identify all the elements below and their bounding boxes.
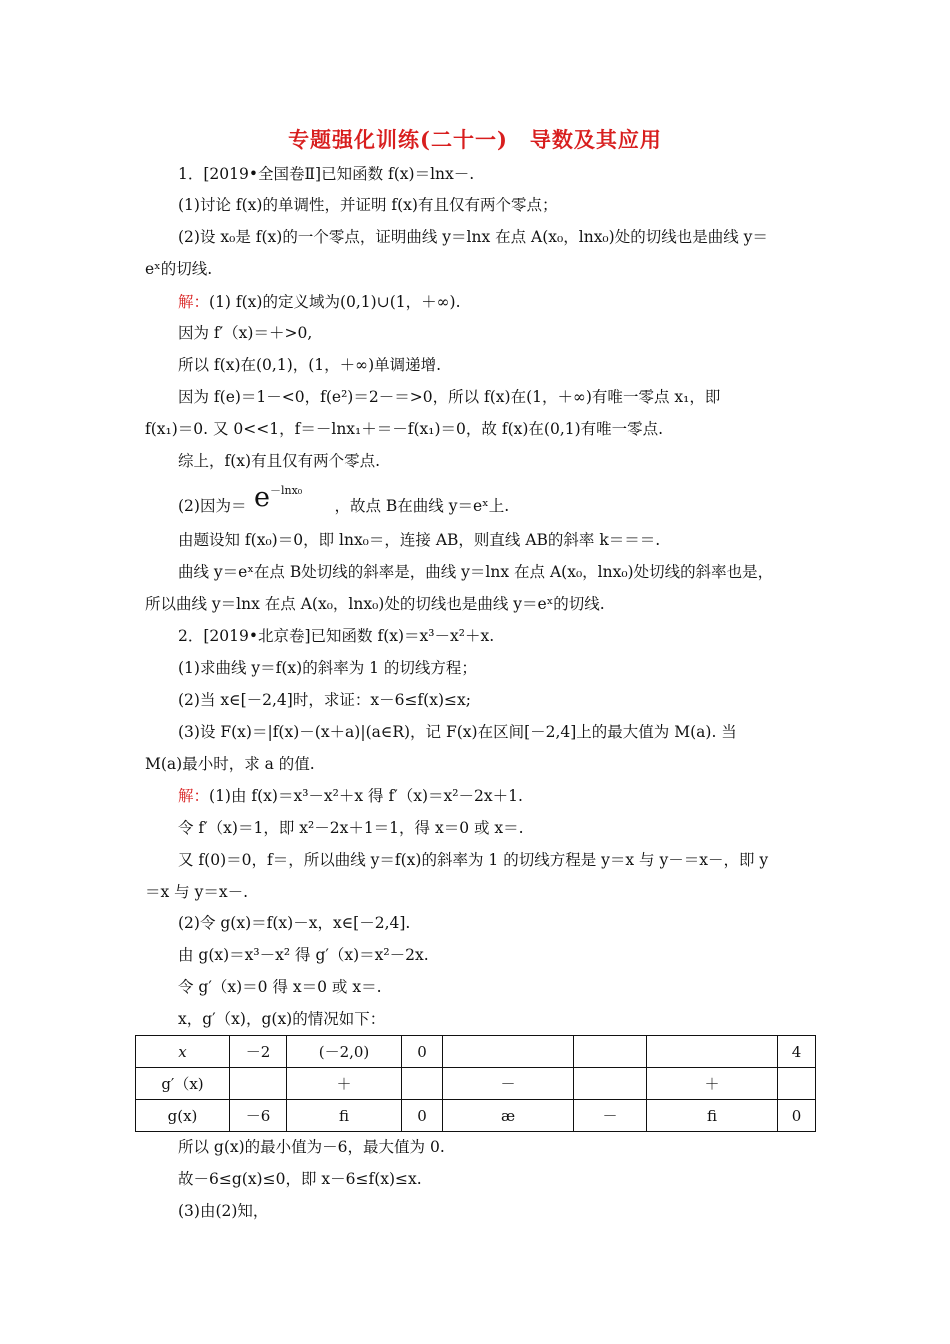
table-cell: －2 — [230, 1036, 287, 1068]
problem-2-statement: 2．[2019•北京卷]已知函数 f(x)＝x³－x²＋x. — [178, 627, 495, 645]
solution-2-line-7: 令 g′（x)＝0 得 x＝0 或 x＝. — [178, 978, 382, 996]
solution-1-line-5: f(x₁)＝0. 又 0<<1，f＝－lnx₁＋＝－f(x₁)＝0，故 f(x)在(0,1)有唯一零点. — [145, 420, 664, 438]
table-cell: ＋ — [647, 1068, 778, 1100]
solution-label: 解： — [178, 293, 210, 311]
solution-1-line-7: (2)因为＝ ，故点 B在曲线 y＝eˣ上. — [178, 497, 510, 515]
table-cell: g′（x) — [136, 1068, 230, 1100]
solution-1-line-6: 综上，f(x)有且仅有两个零点. — [178, 452, 381, 470]
table-row — [136, 1100, 816, 1132]
solution-2-line-6: 由 g(x)＝x³－x² 得 g′（x)＝x²－2x. — [178, 946, 429, 964]
solution-1-line-4: 因为 f(e)＝1－<0，f(e²)＝2－＝>0，所以 f(x)在(1，＋∞)有唯一零点 x₁，即 — [178, 388, 721, 406]
table-cell — [647, 1036, 778, 1068]
solution-1-line-8: 由题设知 f(x₀)＝0，即 lnx₀＝，连接 AB，则直线 AB的斜率 k＝＝＝. — [178, 531, 661, 549]
table-cell: 0 — [778, 1100, 816, 1132]
table-cell — [230, 1068, 287, 1100]
problem-1-part-1: (1)讨论 f(x)的单调性，并证明 f(x)有且仅有两个零点； — [178, 196, 558, 214]
table-cell: － — [574, 1100, 647, 1132]
problem-1-part-2: (2)设 x₀是 f(x)的一个零点，证明曲线 y＝lnx 在点 A(x₀，lnx₀)处的切线也是曲线 y＝ — [178, 228, 768, 246]
table-cell: g(x) — [136, 1100, 230, 1132]
table-cell — [778, 1068, 816, 1100]
table-row — [136, 1068, 816, 1100]
solution-2-line-11: (3)由(2)知， — [178, 1202, 269, 1220]
problem-2-part-3: (3)设 F(x)＝|f(x)－(x＋a)|(a∈R)，记 F(x)在区间[－2,4]上的最大值为 M(a). 当 — [178, 723, 737, 741]
solution-1-line-10: 所以曲线 y＝lnx 在点 A(x₀，lnx₀)处的切线也是曲线 y＝eˣ的切线. — [145, 595, 605, 613]
exponent-expression: $e^{-lnx_0}$ — [254, 482, 303, 513]
table-cell: － — [443, 1068, 574, 1100]
solution-1-line-2: 因为 f′（x)＝＋>0, — [178, 324, 313, 342]
table-cell: ﬁ — [647, 1100, 778, 1132]
table-cell — [574, 1068, 647, 1100]
solution-2-line-3: 又 f(0)＝0，f＝，所以曲线 y＝f(x)的斜率为 1 的切线方程是 y＝x 与 y－＝x－，即 y — [178, 851, 769, 869]
table-cell: x — [136, 1036, 230, 1068]
table-cell: 0 — [402, 1036, 443, 1068]
solution-2-line-5: (2)令 g(x)＝f(x)－x，x∈[－2,4]. — [178, 914, 411, 932]
table-cell — [443, 1036, 574, 1068]
table-cell: 0 — [402, 1100, 443, 1132]
table-cell: æ — [443, 1100, 574, 1132]
table-cell: ＋ — [287, 1068, 402, 1100]
solution-1-line-1: 解：(1) f(x)的定义域为(0,1)∪(1，＋∞). — [178, 293, 461, 311]
solution-1-line-3: 所以 f(x)在(0,1)，(1，＋∞)单调递增. — [178, 356, 442, 374]
table-cell: －6 — [230, 1100, 287, 1132]
page-title: 专题强化训练(二十一) 导数及其应用 — [288, 127, 662, 152]
problem-1-statement: 1．[2019•全国卷Ⅱ]已知函数 f(x)＝lnx－. — [178, 165, 475, 183]
problem-1-part-2-cont: eˣ的切线. — [145, 260, 213, 278]
variation-table — [135, 1035, 816, 1132]
solution-2-line-10: 故－6≤g(x)≤0，即 x－6≤f(x)≤x. — [178, 1170, 422, 1188]
problem-2-part-1: (1)求曲线 y＝f(x)的斜率为 1 的切线方程； — [178, 659, 477, 677]
table-cell: 4 — [778, 1036, 816, 1068]
table-cell — [402, 1068, 443, 1100]
solution-label: 解： — [178, 787, 210, 805]
solution-2-line-1: 解：(1)由 f(x)＝x³－x²＋x 得 f′（x)＝x²－2x＋1. — [178, 787, 523, 805]
solution-2-line-4: ＝x 与 y＝x－. — [145, 883, 249, 901]
solution-2-line-8: x，g′（x)，g(x)的情况如下： — [178, 1010, 386, 1028]
solution-2-line-9: 所以 g(x)的最小值为－6，最大值为 0. — [178, 1138, 445, 1156]
table-row — [136, 1036, 816, 1068]
table-cell: (－2,0) — [287, 1036, 402, 1068]
problem-2-part-3-cont: M(a)最小时，求 a 的值. — [145, 755, 315, 773]
problem-2-part-2: (2)当 x∈[－2,4]时，求证：x－6≤f(x)≤x; — [178, 691, 471, 709]
table-cell — [574, 1036, 647, 1068]
table-cell: ﬁ — [287, 1100, 402, 1132]
solution-1-line-9: 曲线 y＝eˣ在点 B处切线的斜率是，曲线 y＝lnx 在点 A(x₀，lnx₀)处切线的斜率也是， — [178, 563, 774, 581]
solution-2-line-2: 令 f′（x)＝1，即 x²－2x＋1＝1，得 x＝0 或 x＝. — [178, 819, 524, 837]
